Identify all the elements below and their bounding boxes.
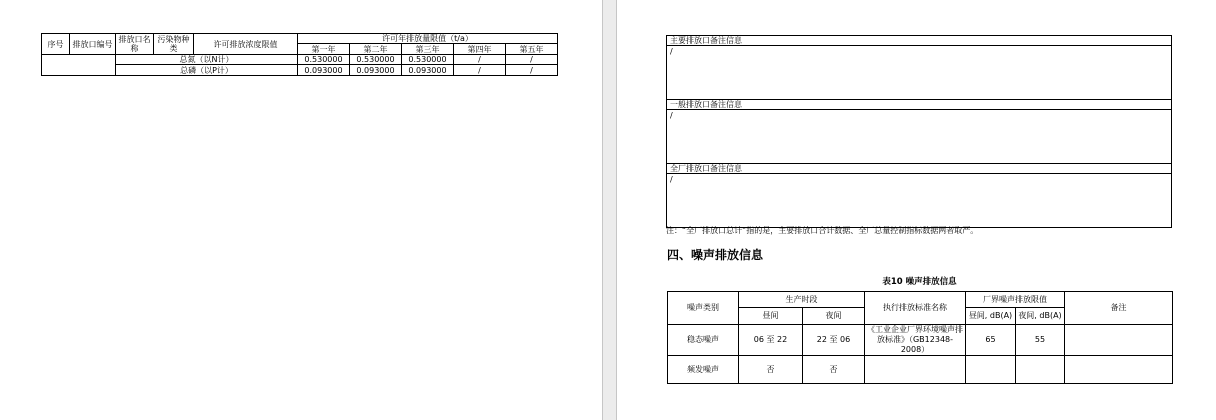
limit-value: /	[454, 55, 506, 65]
header-outlet-no: 排放口编号	[70, 34, 116, 55]
header-pollutant-type: 污染物种类	[154, 34, 194, 55]
night-period: 22 至 06	[803, 325, 865, 356]
remark-content-general-outlets: /	[667, 110, 1172, 164]
night-limit	[1016, 356, 1065, 384]
remark-title-whole-plant-outlets: 全厂排放口备注信息	[667, 164, 1172, 174]
header-remark: 备注	[1065, 292, 1173, 325]
noise-type: 稳态噪声	[668, 325, 739, 356]
header-outlet-name: 排放口名称	[116, 34, 154, 55]
table-row	[668, 325, 1173, 356]
header-noise-type: 噪声类别	[668, 292, 739, 325]
limit-value: 0.093000	[350, 65, 402, 76]
section-title-noise: 四、噪声排放信息	[667, 248, 764, 262]
standard-name: 《工业企业厂界环境噪声排放标准》（GB12348-2008）	[865, 325, 966, 356]
limit-value: 0.093000	[402, 65, 454, 76]
night-limit: 55	[1016, 325, 1065, 356]
limit-value: /	[454, 65, 506, 76]
page-divider	[602, 0, 617, 420]
pollutant-name: 总氮（以N计）	[116, 55, 298, 65]
header-year-3: 第三年	[402, 44, 454, 55]
remark-cell	[1065, 325, 1173, 356]
header-standard-name: 执行排放标准名称	[865, 292, 966, 325]
night-period: 否	[803, 356, 865, 384]
day-limit: 65	[966, 325, 1016, 356]
day-period: 否	[739, 356, 803, 384]
limit-value: /	[506, 55, 558, 65]
remark-title-main-outlets: 主要排放口备注信息	[667, 36, 1172, 46]
noise-table-caption: 表10 噪声排放信息	[882, 277, 957, 287]
limit-value: 0.530000	[298, 55, 350, 65]
header-conc-limit: 许可排放浓度限值	[194, 34, 298, 55]
standard-name	[865, 356, 966, 384]
header-year-4: 第四年	[454, 44, 506, 55]
header-year-2: 第二年	[350, 44, 402, 55]
header-nighttime: 夜间	[803, 308, 865, 325]
remark-content-whole-plant-outlets: /	[667, 174, 1172, 228]
header-year-1: 第一年	[298, 44, 350, 55]
limit-value: 0.530000	[350, 55, 402, 65]
limit-value: 0.093000	[298, 65, 350, 76]
limit-value: /	[506, 65, 558, 76]
header-seq: 序号	[42, 34, 70, 55]
table-row	[42, 65, 558, 76]
day-period: 06 至 22	[739, 325, 803, 356]
noise-type: 频发噪声	[668, 356, 739, 384]
noise-emission-table	[667, 291, 1173, 384]
limit-value: 0.530000	[402, 55, 454, 65]
header-year-5: 第五年	[506, 44, 558, 55]
header-night-db: 夜间, dB(A)	[1016, 308, 1065, 325]
header-daytime: 昼间	[739, 308, 803, 325]
footnote: 注：“全厂排放口总计”指的是，主要排放口合计数据、全厂总量控制指标数据两者取严。	[666, 226, 979, 235]
remark-content-main-outlets: /	[667, 46, 1172, 100]
pollutant-name: 总磷（以P计）	[116, 65, 298, 76]
header-day-db: 昼间, dB(A)	[966, 308, 1016, 325]
header-annual-limit-group: 许可年排放量限值（t/a）	[298, 34, 558, 44]
remark-title-general-outlets: 一般排放口备注信息	[667, 100, 1172, 110]
outlet-empty-cell	[42, 55, 116, 76]
header-boundary-limit-group: 厂界噪声排放限值	[966, 292, 1065, 308]
outlet-remarks-table	[666, 35, 1172, 228]
permit-limits-table	[41, 33, 558, 76]
day-limit	[966, 356, 1016, 384]
table-row	[668, 356, 1173, 384]
header-production-period: 生产时段	[739, 292, 865, 308]
table-row	[42, 55, 558, 65]
remark-cell	[1065, 356, 1173, 384]
